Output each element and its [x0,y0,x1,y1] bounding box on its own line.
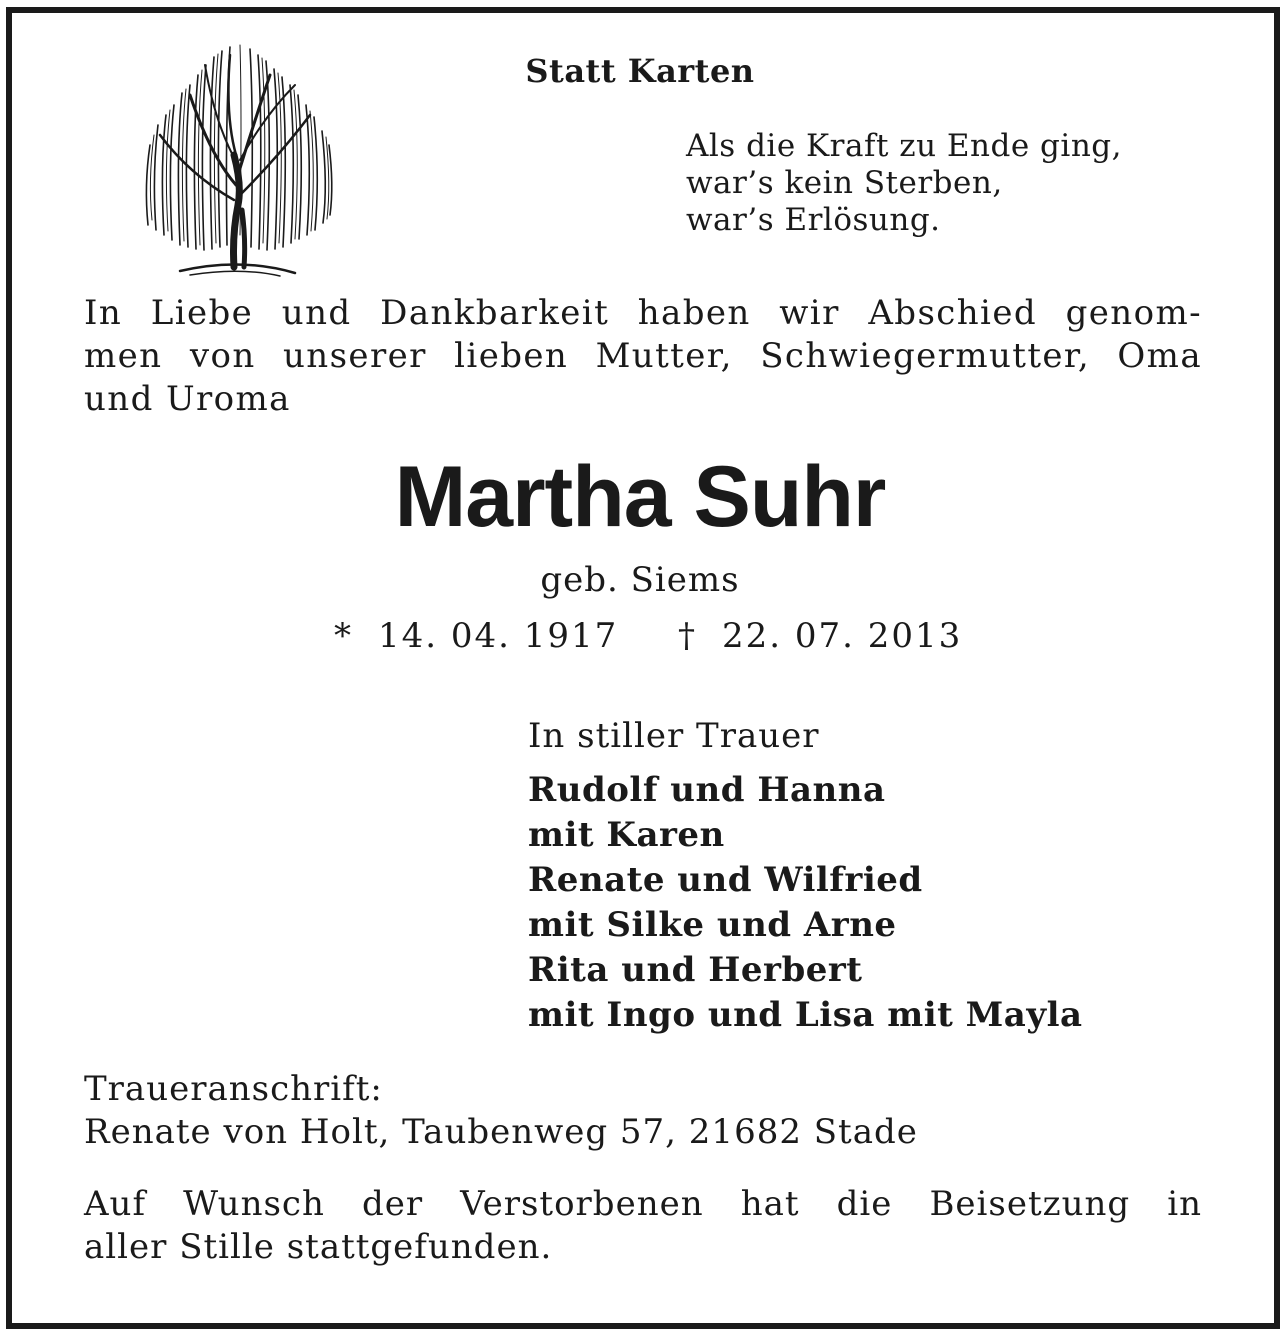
header-title: Statt Karten [525,52,755,90]
address-label: Traueranschrift: [84,1069,383,1109]
mourners-list [528,768,1083,1038]
death-date: 22. 07. 2013 [722,616,963,656]
poem-verse [686,128,1122,239]
intro-line: und Uroma [84,379,291,419]
mourner-line: Renate und Wilfried [528,860,923,900]
address-text: Renate von Holt, Taubenweg 57, 21682 Stade [84,1112,918,1152]
mourner-line: mit Silke und Arne [528,905,897,945]
mourner-line: mit Karen [528,815,725,855]
mourners-intro: In stiller Trauer [528,716,820,756]
closing-line: aller Stille stattgefunden. [84,1227,553,1267]
mourner-line: Rita und Herbert [528,950,863,990]
closing-line: Auf Wunsch der Verstorbenen hat die Beisetzung in [84,1184,1202,1224]
closing-note [84,1183,1202,1269]
poem-line: war’s kein Sterben, [686,165,1003,201]
birth-symbol: * [334,616,353,656]
intro-line: men von unserer lieben Mutter, Schwiegermutter, Oma [84,336,1202,376]
mourner-line: Rudolf und Hanna [528,770,886,810]
deceased-name: Martha Suhr [394,449,886,545]
mourner-line: mit Ingo und Lisa mit Mayla [528,995,1083,1035]
poem-line: Als die Kraft zu Ende ging, [686,128,1122,164]
poem-line: war’s Erlösung. [686,202,941,238]
death-symbol: † [678,616,697,656]
maiden-name: geb. Siems [540,560,740,600]
birth-date: 14. 04. 1917 [378,616,619,656]
intro-paragraph [84,292,1202,421]
intro-line: In Liebe und Dankbarkeit haben wir Abschied genom- [84,293,1202,333]
mourning-address [84,1068,918,1154]
